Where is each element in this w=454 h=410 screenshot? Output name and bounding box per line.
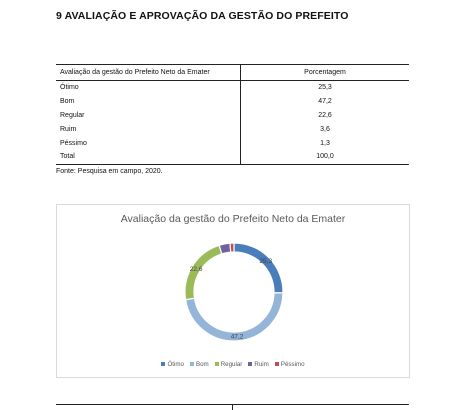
data-label-ótimo: 25,3 (259, 258, 273, 266)
slice-ruim (219, 243, 231, 254)
donut-chart (56, 204, 410, 378)
legend-swatch (275, 362, 279, 366)
legend-label: Bom (195, 361, 209, 368)
data-label-bom: 47,2 (230, 333, 244, 341)
table-row (56, 122, 409, 136)
data-label-regular: 22,6 (189, 265, 203, 273)
slice-ótimo (234, 243, 283, 293)
table-row (56, 109, 409, 123)
table-row (56, 95, 409, 109)
legend-swatch (161, 362, 165, 366)
legend-item-ótimo (161, 361, 184, 368)
chart-title: Avaliação da gestão do Prefeito Neto da Emater (120, 213, 346, 225)
chart-legend (57, 361, 409, 368)
legend-item-péssimo (275, 361, 305, 368)
slice-péssimo (230, 243, 234, 252)
legend-label: Ótimo (167, 361, 184, 368)
legend-item-regular (215, 361, 243, 368)
next-table-column-divider (232, 404, 233, 410)
row-value: 22,6 (318, 111, 332, 119)
legend-swatch (248, 362, 252, 366)
table-header-row (56, 65, 409, 81)
row-label: Total (56, 150, 241, 164)
table-row (56, 81, 409, 95)
legend-label: Péssimo (280, 361, 305, 368)
evaluation-table (56, 64, 409, 165)
donut-chart-svg (57, 205, 409, 377)
row-value: 1,3 (320, 139, 330, 147)
row-value: 3,6 (320, 125, 330, 133)
table-row-total (56, 150, 409, 164)
table-row (56, 136, 409, 150)
legend-label: Regular (220, 361, 243, 368)
column-header-evaluation: Avaliação da gestão do Prefeito Neto da Emater (56, 65, 241, 81)
row-label: Ótimo (56, 81, 241, 95)
row-label: Péssimo (56, 136, 241, 150)
row-label: Ruim (56, 122, 241, 136)
legend-label: Ruim (254, 361, 269, 368)
row-label: Regular (56, 109, 241, 123)
legend-item-bom (190, 361, 209, 368)
row-value: 25,3 (318, 84, 332, 92)
section-heading: 9 AVALIAÇÃO E APROVAÇÃO DA GESTÃO DO PREFEITO (56, 10, 349, 22)
legend-item-ruim (248, 361, 268, 368)
legend-swatch (215, 362, 219, 366)
legend-swatch (190, 362, 194, 366)
row-value: 47,2 (318, 98, 332, 106)
column-header-percentage: Porcentagem (241, 65, 410, 81)
row-label: Bom (56, 95, 241, 109)
source-note: Fonte: Pesquisa em campo, 2020. (56, 168, 163, 175)
row-value: 100,0 (241, 150, 410, 164)
